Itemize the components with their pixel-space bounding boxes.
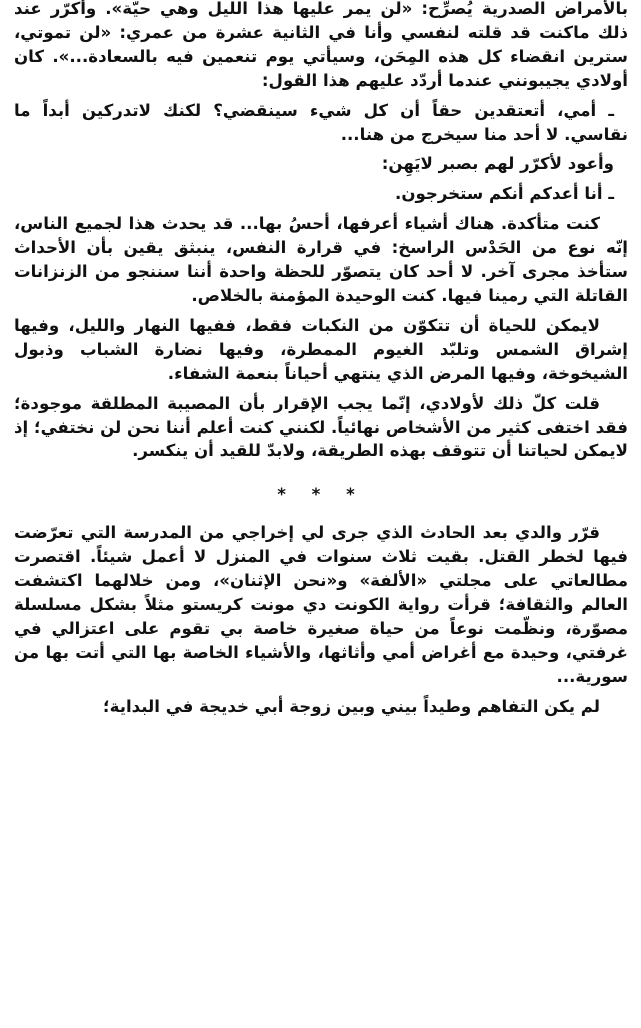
paragraph-certainty: كنت متأكدة. هناك أشياء أعرفها، أحسُ بها... قد يحدث هذا لجميع الناس، إنّه نوع من الحَدْس الراسخ: في قرارة النفس، ينبثق يقين بأن الأحداث ستأخذ مجرى آخر. لا أحد كان يتصوّر للحظة واحدة أننا سننجو من الزنزانات القاتلة التي رمينا فيها. كنت الوحيدة المؤمنة بالخلاص.: [14, 214, 628, 305]
paragraph-dialogue-mother: ـ أمي، أتعتقدين حقاً أن كل شيء سينقضي؟ لكنك لاتدركين أبداً ما نقاسي. لا أحد منا سيخرج من هنا...: [14, 100, 628, 144]
paragraph-life: لايمكن للحياة أن تتكوّن من النكبات فقط، ففيها النهار والليل، وفيها إشراق الشمس وتلبّد الغيوم الممطرة، وفيها نضارة الشباب وذبول الشيخوخة، وفيها المرض الذي ينتهي أحياناً بنعمة الشفاء.: [14, 315, 628, 383]
paragraph-father-decision: قرّر والدي بعد الحادث الذي جرى لي إخراجي من المدرسة التي تعرّضت فيها لخطر القتل. بقيت ثلاث سنوات في المنزل لا أعمل شيئاً. اقتصرت مطالعاتي على مجلتي «الألفة» و«نحن الإثنان»، ومن خلالهما اكتشفت العالم والثقافة؛ قرأت رواية الكونت دي مونت كريستو مثلاً بشكل مسلسلة مصوّرة، ونظّمت نوعاً من حياة صغيرة خاصة بي تقوم على اعتزالي في غرفتي، وحيدة مع أغراض أمي وأثاثها، والأشياء الخاصة بها التي أتت بها من سورية...: [14, 523, 628, 686]
paragraph-continuation: بالأمراض الصدرية يُصرِّح: «لن يمر عليها هذا الليل وهي حيّة». وأكرّر عند ذلك ماكنت قد قلته لنفسي وأنا في الثانية عشرة من عمري: «لن تموتي، سترين انقضاء كل هذه المِحَن، وسيأتي يوم تنعمين فيه بالسعادة...». كان أولادي يجيبونني عندما أردّد عليهم هذا القول:: [14, 0, 628, 90]
paragraph-children: قلت كلّ ذلك لأولادي، إنّما يجب الإقرار بأن المصيبة المطلقة موجودة؛ فقد اختفى كثير من الأشخاص نهائياً. لكنني كنت أعلم أننا نحن لن نختفي؛ إذ لايمكن لحياتنا أن تتوقف بهذه الطريقة، ولابدّ للقيد أن ينكسر.: [14, 393, 628, 461]
book-page: [14, 0, 628, 1028]
paragraph-dialogue-repeat: وأعود لأكرّر لهم بصبر لايَهِن:: [381, 154, 614, 174]
section-separator: * * *: [277, 485, 365, 505]
paragraph-dialogue-promise: ـ أنا أعدكم أنكم ستخرجون.: [395, 184, 614, 204]
paragraph-stepmother: لم يكن التفاهم وطيداً بيني وبين زوجة أبي خديجة في البداية؛: [103, 696, 600, 716]
